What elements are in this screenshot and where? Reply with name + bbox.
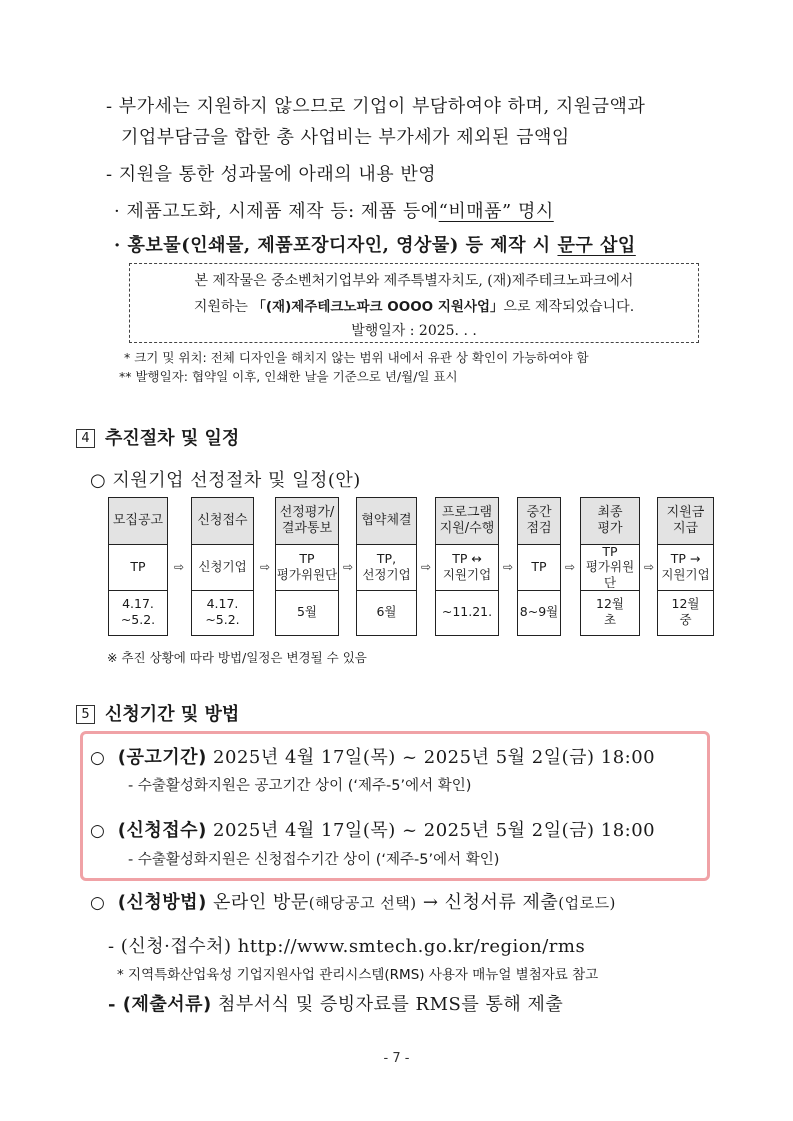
step-name: 프로그램 지원/수행 [436, 498, 498, 545]
apply-period-sub: - 수출활성화지원은 신청접수기간 상이 (‘제주-5’에서 확인) [128, 852, 500, 868]
process-step [657, 497, 714, 636]
section-4-heading [76, 424, 239, 450]
bullet-circle-icon: ○ [90, 821, 106, 841]
step-date: 12월 중 [671, 596, 700, 627]
notice-line-2-b: 으로 제작되었습니다. [503, 299, 635, 315]
flow-arrow-icon: ⇨ [643, 560, 655, 574]
footnote-1: * 크기 및 위치: 전체 디자인을 해치지 않는 범위 내에서 유관 상 확인이 가능하여야 함 [124, 350, 589, 365]
apply-method-text-b: (해당공고 선택) [308, 894, 417, 912]
step-actor: TP [109, 544, 167, 591]
flow-arrow-icon: ⇨ [173, 560, 185, 574]
process-step [108, 497, 168, 636]
notice-period-text: 2025년 4월 17일(목) ~ 2025년 5월 2일(금) 18:00 [213, 747, 656, 768]
flow-arrow-icon: ⇨ [259, 560, 271, 574]
step-date: 5월 [296, 604, 318, 620]
outcome-item-2-underlined: 문구 삽입 [557, 235, 636, 256]
step-name: 모집공고 [109, 498, 167, 545]
notice-line-2-a: 지원하는 [193, 299, 248, 315]
outcome-intro: - 지원을 통한 성과물에 아래의 내용 반영 [106, 164, 437, 185]
process-step [517, 497, 561, 636]
outcome-item-1 [114, 197, 554, 223]
step-date: ~11.21. [441, 604, 493, 620]
apply-period [90, 816, 655, 842]
submission-docs: - (제출서류) 첨부서식 및 증빙자료를 RMS를 통해 제출 [108, 994, 564, 1015]
outcome-item-2 [114, 231, 636, 257]
apply-method [90, 888, 616, 914]
step-actor: TP 평가위원단 [276, 544, 338, 591]
apply-method-text-d: (업로드) [558, 894, 616, 912]
manual-note: * 지역특화산업육성 기업지원사업 관리시스템(RMS) 사용자 매뉴얼 별첨자료 참고 [117, 967, 599, 983]
step-name: 신청접수 [192, 498, 253, 545]
apply-period-label: (신청접수) [117, 820, 207, 841]
apply-method-text-a: 온라인 방문 [213, 892, 309, 913]
flow-arrow-icon: ⇨ [564, 560, 576, 574]
outcome-item-1-prefix: · 제품고도화, 시제품 제작 등: 제품 등에 [114, 201, 439, 222]
notice-line-1: 본 제작물은 중소벤처기업부와 제주특별자치도, (재)제주테크노파크에서 [194, 273, 634, 289]
submission-docs-label: (제출서류) [122, 994, 212, 1015]
section-5-title: 신청기간 및 방법 [105, 704, 240, 725]
step-actor: TP → 지원기업 [658, 544, 713, 591]
section-5-number: 5 [76, 705, 95, 724]
step-name: 협약체결 [357, 498, 416, 545]
outcome-item-2-prefix: · 홍보물(인쇄물, 제품포장디자인, 영상물) 등 제작 시 [114, 235, 551, 256]
notice-line-2 [130, 295, 698, 316]
footnote-2: ** 발행일자: 협약일 이후, 인쇄한 날을 기준으로 년/월/일 표시 [119, 369, 458, 384]
step-name: 중간 점검 [518, 498, 560, 545]
step-date: 4.17. ~5.2. [205, 596, 240, 627]
step-date: 12월 초 [596, 596, 624, 627]
vat-line-1: - 부가세는 지원하지 않으므로 기업이 부담하여야 하며, 지원금액과 [106, 96, 646, 117]
bullet-circle-icon: ○ [90, 748, 106, 768]
flow-arrow-icon: ⇨ [342, 560, 354, 574]
step-actor: TP ↔ 지원기업 [436, 544, 498, 591]
process-step [191, 497, 254, 636]
process-step [435, 497, 499, 636]
section-4-subtitle: ○ 지원기업 선정절차 및 일정(안) [90, 470, 361, 491]
step-date: 6월 [376, 604, 397, 620]
section-4-title: 추진절차 및 일정 [105, 428, 240, 449]
section-4-number: 4 [76, 429, 95, 448]
step-date: 4.17. ~5.2. [120, 596, 156, 627]
process-step [275, 497, 339, 636]
apply-period-text: 2025년 4월 17일(목) ~ 2025년 5월 2일(금) 18:00 [213, 820, 656, 841]
apply-method-label: (신청방법) [117, 892, 207, 913]
flow-arrow-icon: ⇨ [420, 560, 432, 574]
notice-line-3: 발행일자 : 2025. . . [351, 323, 477, 339]
vat-line-2: 기업부담금을 합한 총 사업비는 부가세가 제외된 금액임 [121, 127, 570, 148]
notice-period-label: (공고기간) [117, 747, 207, 768]
page-number: - 7 - [383, 1051, 410, 1066]
step-actor: 신청기업 [192, 544, 253, 591]
apply-url: - (신청·접수처) http://www.smtech.go.kr/region/rms [108, 936, 586, 957]
step-name: 최종 평가 [581, 498, 639, 545]
flow-arrow-icon: ⇨ [502, 560, 514, 574]
apply-method-text-c: → 신청서류 제출 [422, 892, 559, 913]
bullet-circle-icon: ○ [90, 893, 106, 913]
outcome-item-1-underlined: “비매품” 명시 [438, 201, 554, 222]
notice-period-sub: - 수출활성화지원은 공고기간 상이 (‘제주-5’에서 확인) [128, 778, 472, 794]
step-actor: TP 평가위원단 [581, 544, 639, 591]
notice-period [90, 743, 655, 769]
step-name: 지원금 지급 [658, 498, 713, 545]
step-date: 8~9월 [519, 604, 559, 620]
section-5-heading [76, 700, 239, 726]
section-4-note: ※ 추진 상황에 따라 방법/일정은 변경될 수 있음 [107, 650, 367, 665]
notice-box [129, 263, 699, 343]
process-step [356, 497, 417, 636]
process-step [580, 497, 640, 636]
submission-docs-text: 첨부서식 및 증빙자료를 RMS를 통해 제출 [218, 994, 564, 1015]
step-actor: TP, 선정기업 [357, 544, 416, 591]
step-name: 선정평가/ 결과통보 [276, 498, 338, 545]
notice-line-2-bold: 「(재)제주테크노파크 OOOO 지원사업」 [252, 299, 504, 315]
step-actor: TP [518, 544, 560, 591]
